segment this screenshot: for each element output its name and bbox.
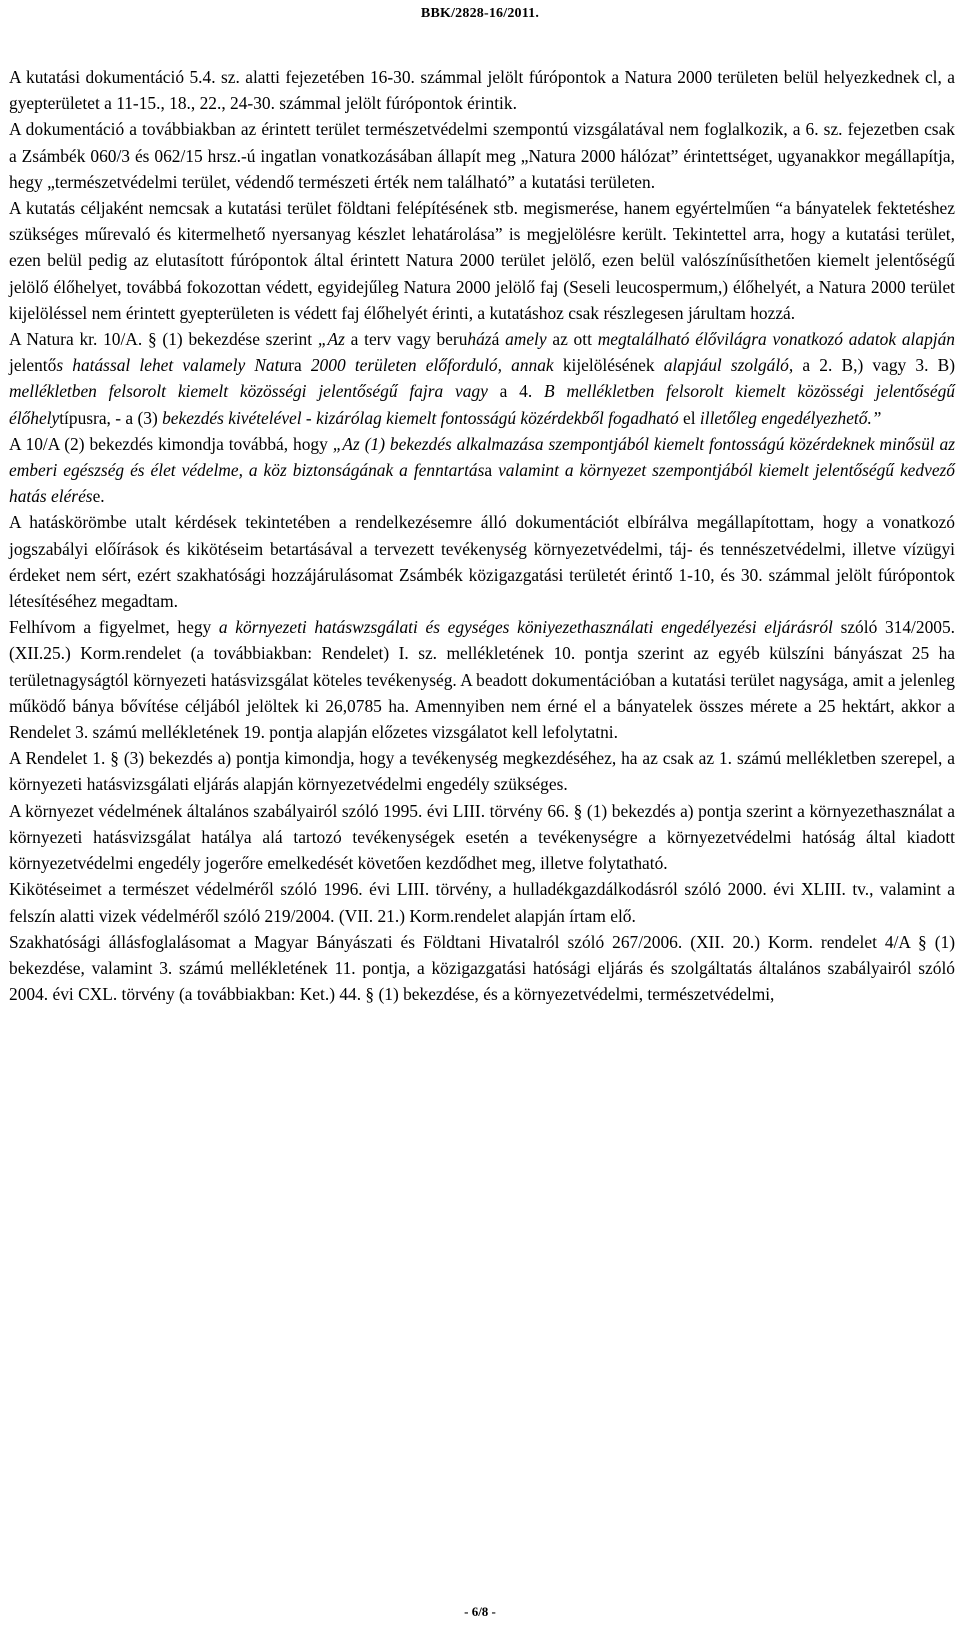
document-header: BBK/2828-16/2011.	[420, 6, 540, 21]
text-run: A 10/A (2) bekezdés kimondja továbbá, hogy	[9, 433, 333, 454]
text-run: ra	[288, 355, 311, 376]
italic-text-run: s hatással lehet valamely Natu	[56, 355, 289, 376]
text-run: Szakhatósági állásfoglalásomat a Magyar Bányászati és Földtani Hivatalról szóló 267/2006. (XII. 20.) Korm. rendelet 4/A § (1) bekezdése, valamint 3. számú mellékletének 11. pontja, a közigazgatási hatósági eljárás és szolgáltatás általános szabályairól szóló 2004. évi CXL. törvény (a továbbiakban: Ket.) 44. § (1) bekezdése, és a környezetvédelmi, természetvédelmi,	[9, 931, 955, 1005]
document-body	[9, 64, 955, 1007]
text-run: A hatáskörömbe utalt kérdések tekintetében a rendelkezésemre álló dokumentációt elbírálva megállapítottam, hogy a vonatkozó jogszabályi előírások és kikötéseim betartásával a tervezett tevékenység környezetvédelmi, táj- és tennészetvédelmi, illetve vízügyi érdeket nem sért, ezért szakhatósági hozzájárulásomat Zsámbék közigazgatási területét érintő 1-10, és 30. számmal jelölt fúrópontok létesítéséhez megadtam.	[9, 512, 955, 612]
paragraph	[9, 614, 955, 745]
text-run: A kutatás céljaként nemcsak a kutatási terület földtani felépítésének stb. megismerése, hanem egyértelműen “a bányatelek fektetéshez szükséges műrevaló és kitermelhető nyersanyag készlet lehatárolása” is megjelölésre került. Tekintettel arra, hogy a kutatási terület, ezen belül pedig az elutasított fúrópontok által érintett Natura 2000 terület jelölő, ezen belül valószínűsíthetően kiemelt jelentőségű jelölő élőhelyet, továbbá fokozottan védett, egyidejűleg Natura 2000 jelölő faj (Seseli leucospermum,) élőhelyét, a Natura 2000 terület kijelöléssel nem érintett gyepterületen is védett faj élőhelyét érinti, a kutatáshoz csak részlegesen járultam hozzá.	[9, 198, 955, 323]
italic-text-run: B mellékletben felsorolt kiemelt közösségi jelentőségű élőhely	[9, 381, 955, 428]
paragraph	[9, 64, 955, 116]
text-run: el	[678, 407, 700, 428]
text-run: e.	[92, 486, 105, 507]
text-run: A Natura kr. 10/A. § (1) bekezdése szerint	[9, 329, 318, 350]
italic-text-run: alapjául szolgáló,	[663, 355, 794, 376]
italic-text-run: mellékletben felsorolt kiemelt közösségi jelentőségű fajra vagy	[9, 381, 488, 402]
paragraph	[9, 509, 955, 614]
italic-text-run: valamint a környezet szempontjából kiemelt jelentőségű kedvező hatás elérés	[9, 460, 955, 507]
text-run: Kikötéseimet a természet védelméről szóló 1996. évi LIII. törvény, a hulladékgazdálkodásról szóló 2000. évi XLIII. tv., valamint a felszín alatti vizek védelméről szóló 219/2004. (VII. 21.) Korm.rendelet alapján írtam elő.	[9, 879, 955, 926]
paragraph	[9, 929, 955, 1008]
text-run: a terv vagy beru	[344, 329, 468, 350]
italic-text-run: megtalálható élővilágra vonatkozó adatok alapján	[597, 329, 955, 350]
text-run: á	[491, 329, 506, 350]
paragraph	[9, 798, 955, 877]
text-run: típusra, - a (3)	[59, 407, 163, 428]
paragraph	[9, 326, 955, 431]
paragraph	[9, 195, 955, 326]
italic-text-run: bekezdés kivételével - kizárólag kiemelt fontosságú közérdekből fogadható	[162, 407, 679, 428]
paragraph	[9, 116, 955, 195]
italic-text-run: ház	[467, 329, 492, 350]
text-run: az ott	[546, 329, 598, 350]
paragraph	[9, 876, 955, 928]
text-run: szóló 314/2005. (XII.25.) Korm.rendelet (a továbbiakban: Rendelet) I. sz. mellékletének 10. pontja szerint az egyéb külszíni bányászat 25 ha területnagyságtól környezeti hatásvizsgálat köteles tevékenység. A beadott dokumentációban a kutatási terület nagysága, amit a jelenleg működő bánya bővítése céljából jelöltek ki 26,0785 ha. Amennyiben nem érné el a bányatelek összes mérete a 25 hektárt, akkor a Rendelet 3. számú mellékletének 19. pontja alapján előzetes vizsgálatot kell lefolytatni.	[9, 617, 956, 743]
text-run: kijelölésének	[553, 355, 664, 376]
italic-text-run: „Az	[317, 329, 345, 350]
italic-text-run: amely	[505, 329, 547, 350]
italic-text-run: „Az (1) bekezdés alkalmazása szempontjából kiemelt fontosságú közérdeknek minősül az emberi egészség és élet védelme, a köz biztonságának a fenntartás	[9, 433, 955, 481]
text-run: Felhívom a figyelmet, hegy	[9, 617, 219, 638]
text-run: jelentő	[9, 355, 57, 376]
paragraph	[9, 431, 955, 510]
text-run: a	[484, 460, 499, 481]
italic-text-run: 2000 területen előforduló, annak	[310, 355, 554, 376]
text-run: A Rendelet 1. § (3) bekezdés a) pontja kimondja, hogy a tevékenység megkezdéséhez, ha az csak az 1. számú mellékletben szerepel, a környezeti hatásvizsgálati eljárás alapján környezetvédelmi engedély szükséges.	[9, 748, 955, 795]
text-run: A dokumentáció a továbbiakban az érintett terület természetvédelmi szempontú vizsgálatával nem foglalkozik, a 6. sz. fejezetben csak a Zsámbék 060/3 és 062/15 hrsz.-ú ingatlan vonatkozásában állapít meg „Natura 2000 hálózat” érintettséget, ugyanakkor megállapítja, hegy „természetvédelmi terület, védendő természeti érték nem található” a kutatási területen.	[9, 119, 955, 192]
text-run: a 2. B,) vagy 3. B)	[793, 355, 956, 376]
text-run: a 4.	[487, 381, 545, 402]
italic-text-run: a környezeti hatáswzsgálati és egységes köniyezethasználati engedélyezési eljárásról	[218, 617, 833, 638]
paragraph	[9, 745, 955, 797]
text-run: A környezet védelmének általános szabályairól szóló 1995. évi LIII. törvény 66. § (1) bekezdés a) pontja szerint a környezethasználat a környezeti hatásvizsgálat hatálya alá tartozó tevékenységek esetén a tevékenységre a környezetvédelmi hatóság által kiadott környezetvédelmi engedély jogerőre emelkedését követően kezdődhet meg, illetve folytatható.	[9, 800, 955, 874]
page-number: - 6/8 -	[464, 1604, 496, 1619]
italic-text-run: illetőleg engedélyezhető.”	[699, 407, 882, 428]
text-run: A kutatási dokumentáció 5.4. sz. alatti fejezetében 16-30. számmal jelölt fúrópontok a Natura 2000 területen belül helyezkednek cl, a gyepterületet a 11-15., 18., 22., 24-30. számmal jelölt fúrópontok érintik.	[9, 67, 955, 114]
